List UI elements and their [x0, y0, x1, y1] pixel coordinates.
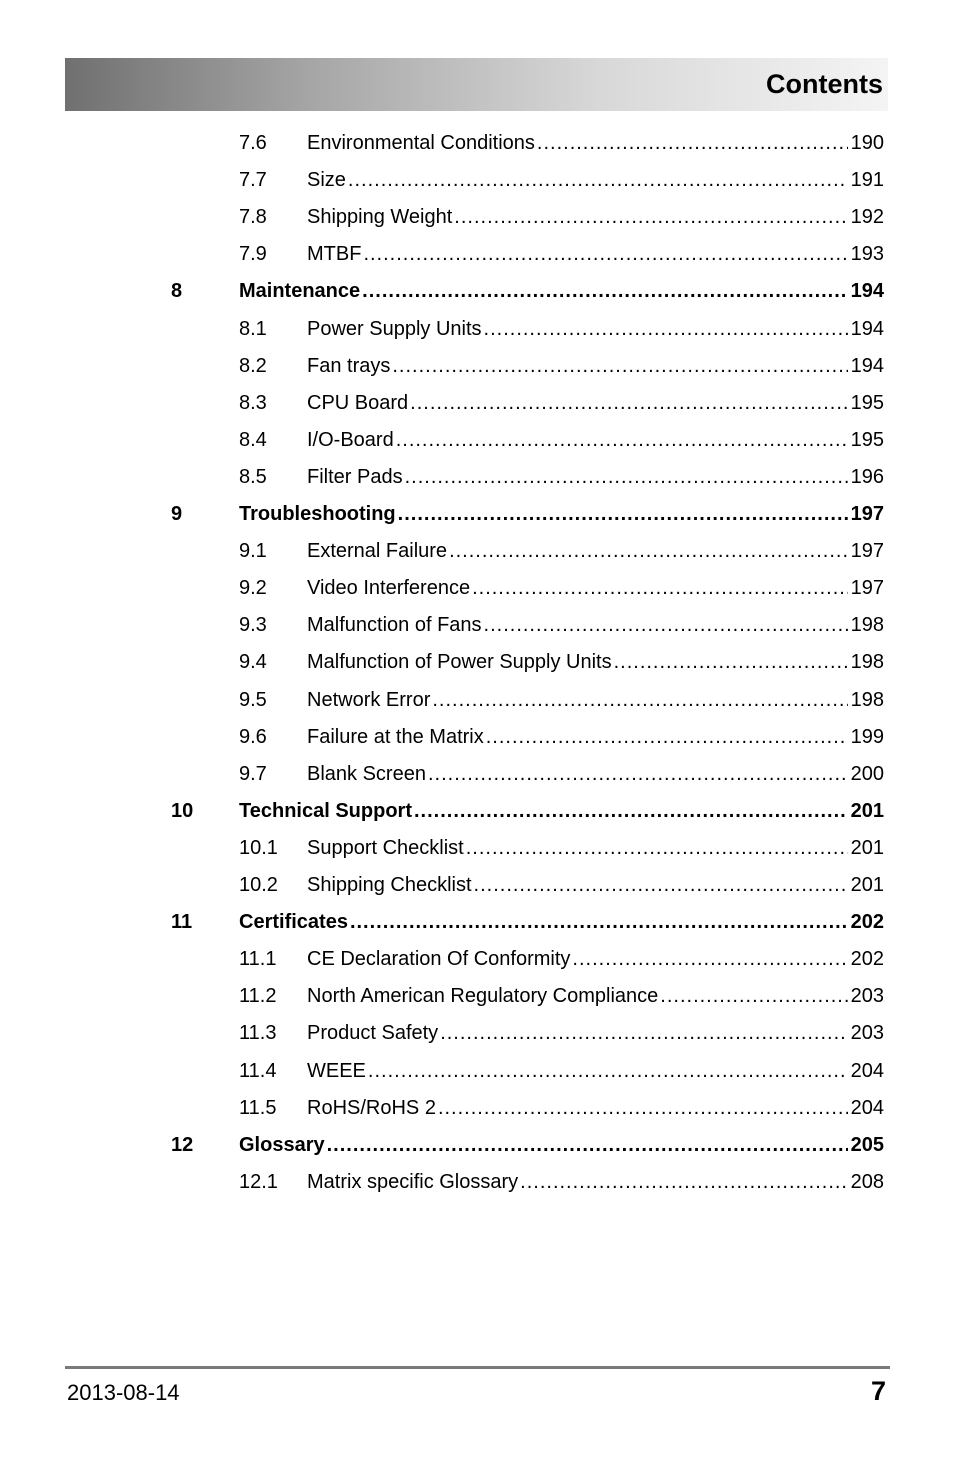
toc-entry-title: Maintenance	[239, 280, 361, 302]
toc-entry-number: 12	[171, 1134, 194, 1156]
toc-entry-number: 8.5	[239, 466, 267, 488]
toc-entry-page: 201	[850, 874, 884, 896]
toc-entry-page: 203	[850, 985, 884, 1007]
toc-dot-leader	[327, 1132, 848, 1158]
toc-entry-number: 12.1	[239, 1171, 278, 1193]
toc-entry-page: 202	[850, 911, 884, 933]
toc-section-entry[interactable]	[0, 612, 954, 638]
toc-entry-title: CE Declaration Of Conformity	[307, 948, 571, 970]
toc-entry-page: 190	[850, 132, 884, 154]
toc-dot-leader	[350, 909, 848, 935]
toc-entry-title: Blank Screen	[307, 763, 426, 785]
toc-entry-title: WEEE	[307, 1060, 366, 1082]
toc-dot-leader	[449, 538, 848, 564]
toc-entry-number: 9.7	[239, 763, 267, 785]
toc-dot-leader	[537, 130, 848, 156]
toc-entry-number: 9.3	[239, 614, 267, 636]
toc-entry-page: 192	[850, 206, 884, 228]
toc-section-entry[interactable]	[0, 687, 954, 713]
toc-section-entry[interactable]	[0, 724, 954, 750]
toc-entry-page: 195	[850, 429, 884, 451]
toc-dot-leader	[362, 278, 847, 304]
toc-entry-page: 199	[850, 726, 884, 748]
footer-page-number: 7	[870, 1376, 886, 1406]
toc-dot-leader	[486, 724, 848, 750]
toc-entry-title: Filter Pads	[307, 466, 403, 488]
toc-section-entry[interactable]	[0, 427, 954, 453]
toc-entry-title: Shipping Weight	[307, 206, 453, 228]
toc-entry-number: 11.1	[239, 948, 277, 970]
toc-dot-leader	[484, 316, 848, 342]
toc-dot-leader	[414, 798, 848, 824]
toc-entry-number: 10.1	[239, 837, 278, 859]
toc-entry-title: Network Error	[307, 689, 431, 711]
toc-section-entry[interactable]	[0, 241, 954, 267]
toc-dot-leader	[472, 575, 848, 601]
toc-dot-leader	[368, 1058, 848, 1084]
toc-entry-title: Troubleshooting	[239, 503, 396, 525]
toc-section-entry[interactable]	[0, 204, 954, 230]
toc-entry-number: 11.4	[239, 1060, 277, 1082]
toc-dot-leader	[660, 983, 847, 1009]
toc-dot-leader	[363, 241, 847, 267]
toc-entry-number: 8.1	[239, 318, 267, 340]
toc-entry-number: 11.5	[239, 1097, 277, 1119]
toc-entry-page: 197	[850, 577, 884, 599]
toc-entry-title: Size	[307, 169, 346, 191]
toc-entry-number: 11.2	[239, 985, 277, 1007]
footer-divider	[65, 1366, 890, 1369]
toc-entry-title: I/O-Board	[307, 429, 394, 451]
toc-entry-number: 7.7	[239, 169, 267, 191]
toc-section-entry[interactable]	[0, 946, 954, 972]
toc-entry-title: Glossary	[239, 1134, 325, 1156]
toc-entry-number: 10.2	[239, 874, 278, 896]
toc-entry-page: 194	[850, 280, 884, 302]
toc-section-entry[interactable]	[0, 1169, 954, 1195]
toc-entry-page: 201	[850, 837, 884, 859]
toc-entry-number: 9.2	[239, 577, 267, 599]
toc-chapter-entry[interactable]	[0, 501, 954, 527]
toc-entry-number: 8.2	[239, 355, 267, 377]
toc-entry-number: 8.4	[239, 429, 267, 451]
toc-entry-title: Technical Support	[239, 800, 412, 822]
toc-section-entry[interactable]	[0, 316, 954, 342]
toc-section-entry[interactable]	[0, 835, 954, 861]
header-bar	[65, 58, 888, 111]
toc-dot-leader	[396, 427, 848, 453]
toc-entry-number: 8.3	[239, 392, 267, 414]
toc-entry-page: 198	[850, 689, 884, 711]
toc-dot-leader	[440, 1020, 847, 1046]
toc-section-entry[interactable]	[0, 1095, 954, 1121]
toc-entry-title: Support Checklist	[307, 837, 464, 859]
toc-entry-number: 9.5	[239, 689, 267, 711]
toc-dot-leader	[484, 612, 848, 638]
toc-chapter-entry[interactable]	[0, 1132, 954, 1158]
toc-entry-title: Video Interference	[307, 577, 471, 599]
toc-entry-page: 205	[850, 1134, 884, 1156]
toc-dot-leader	[398, 501, 848, 527]
toc-entry-title: MTBF	[307, 243, 362, 265]
toc-entry-page: 196	[850, 466, 884, 488]
toc-entry-title: Shipping Checklist	[307, 874, 472, 896]
page-title: Contents	[766, 69, 883, 99]
toc-entry-number: 9	[171, 503, 183, 525]
toc-entry-page: 194	[850, 318, 884, 340]
toc-entry-title: Product Safety	[307, 1022, 439, 1044]
toc-section-entry[interactable]	[0, 353, 954, 379]
toc-entry-page: 198	[850, 651, 884, 673]
toc-dot-leader	[474, 872, 848, 898]
toc-section-entry[interactable]	[0, 575, 954, 601]
toc-entry-number: 9.6	[239, 726, 267, 748]
toc-chapter-entry[interactable]	[0, 278, 954, 304]
toc-entry-title: Failure at the Matrix	[307, 726, 484, 748]
toc-dot-leader	[410, 390, 847, 416]
toc-entry-page: 203	[850, 1022, 884, 1044]
toc-dot-leader	[348, 167, 848, 193]
toc-entry-page: 200	[850, 763, 884, 785]
toc-section-entry[interactable]	[0, 1020, 954, 1046]
toc-section-entry[interactable]	[0, 872, 954, 898]
toc-section-entry[interactable]	[0, 649, 954, 675]
toc-section-entry[interactable]	[0, 464, 954, 490]
footer-date: 2013-08-14	[67, 1380, 180, 1405]
toc-entry-title: Certificates	[239, 911, 348, 933]
toc-chapter-entry[interactable]	[0, 798, 954, 824]
toc-entry-title: Malfunction of Fans	[307, 614, 482, 636]
toc-chapter-entry[interactable]	[0, 909, 954, 935]
toc-entry-number: 9.1	[239, 540, 267, 562]
toc-dot-leader	[392, 353, 847, 379]
toc-dot-leader	[432, 687, 847, 713]
toc-entry-title: North American Regulatory Compliance	[307, 985, 659, 1007]
toc-entry-page: 204	[850, 1097, 884, 1119]
toc-entry-title: Malfunction of Power Supply Units	[307, 651, 612, 673]
toc-dot-leader	[614, 649, 848, 675]
toc-entry-page: 201	[850, 800, 884, 822]
toc-entry-number: 9.4	[239, 651, 267, 673]
toc-dot-leader	[466, 835, 848, 861]
toc-dot-leader	[428, 761, 848, 787]
toc-entry-page: 197	[850, 540, 884, 562]
toc-entry-page: 194	[850, 355, 884, 377]
toc-entry-title: Fan trays	[307, 355, 391, 377]
toc-entry-page: 197	[850, 503, 884, 525]
toc-entry-number: 11	[171, 911, 193, 933]
toc-entry-page: 202	[850, 948, 884, 970]
toc-section-entry[interactable]	[0, 761, 954, 787]
toc-entry-number: 10	[171, 800, 194, 822]
toc-dot-leader	[454, 204, 847, 230]
toc-entry-page: 191	[850, 169, 884, 191]
toc-entry-title: Power Supply Units	[307, 318, 482, 340]
toc-section-entry[interactable]	[0, 167, 954, 193]
toc-entry-number: 7.8	[239, 206, 267, 228]
toc-dot-leader	[520, 1169, 847, 1195]
toc-entry-number: 8	[171, 280, 183, 302]
toc-entry-page: 204	[850, 1060, 884, 1082]
toc-entry-title: Environmental Conditions	[307, 132, 535, 154]
toc-entry-page: 198	[850, 614, 884, 636]
toc-section-entry[interactable]	[0, 538, 954, 564]
toc-entry-title: Matrix specific Glossary	[307, 1171, 519, 1193]
toc-entry-title: External Failure	[307, 540, 448, 562]
toc-entry-number: 7.6	[239, 132, 267, 154]
toc-section-entry[interactable]	[0, 983, 954, 1009]
toc-dot-leader	[572, 946, 847, 972]
toc-entry-page: 193	[850, 243, 884, 265]
toc-entry-number: 11.3	[239, 1022, 277, 1044]
toc-dot-leader	[405, 464, 848, 490]
toc-section-entry[interactable]	[0, 1058, 954, 1084]
toc-entry-page: 208	[850, 1171, 884, 1193]
toc-entry-title: RoHS/RoHS 2	[307, 1097, 436, 1119]
toc-entry-title: CPU Board	[307, 392, 409, 414]
toc-entry-page: 195	[850, 392, 884, 414]
toc-section-entry[interactable]	[0, 390, 954, 416]
toc-section-entry[interactable]	[0, 130, 954, 156]
toc-entry-number: 7.9	[239, 243, 267, 265]
toc-dot-leader	[438, 1095, 848, 1121]
